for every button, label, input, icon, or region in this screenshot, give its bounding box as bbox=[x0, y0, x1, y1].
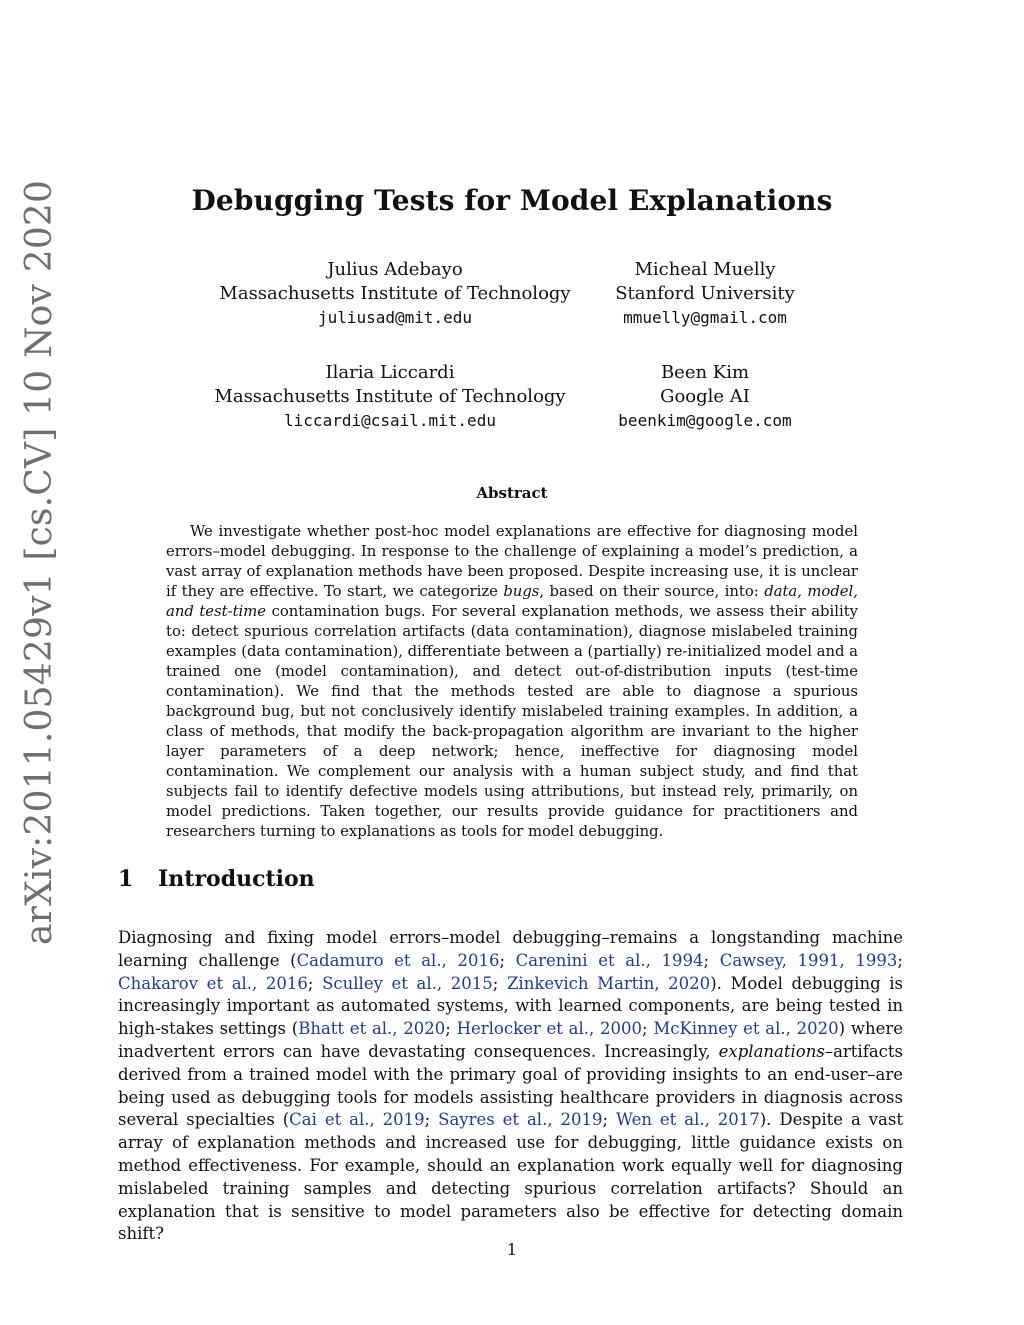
abstract-heading: Abstract bbox=[476, 484, 548, 502]
abstract-emphasis: bugs bbox=[503, 583, 540, 600]
citation-separator: ; bbox=[424, 1110, 439, 1130]
author-affiliation: Google AI bbox=[660, 386, 750, 407]
author-block bbox=[210, 258, 580, 330]
author-affiliation: Stanford University bbox=[615, 283, 795, 304]
paper-title: Debugging Tests for Model Explanations bbox=[191, 184, 833, 217]
citation-link[interactable]: Carenini et al., 1994 bbox=[515, 950, 704, 970]
section-title: Introduction bbox=[158, 866, 315, 892]
arxiv-side-stamp: arXiv:2011.05429v1 [cs.CV] 10 Nov 2020 bbox=[19, 179, 60, 945]
citation-link[interactable]: Cadamuro et al., 2016 bbox=[296, 950, 500, 970]
intro-text-part: ). Despite a vast array of explanation methods and increased use for debugging, little guidance exists on method effectiveness. For example, should an explanation work equally well for diagnosing mislabeled training samples and detecting spurious correlation artifacts? Should an explanation that is sensitive to model parameters also be effective for detecting domain shift? bbox=[118, 1110, 903, 1244]
citation-link[interactable]: McKinney et al., 2020 bbox=[653, 1019, 839, 1039]
intro-text-part: ) where inadvertent errors can have devastating consequences. Increasingly, bbox=[118, 1019, 903, 1061]
author-block bbox=[585, 361, 825, 433]
abstract-emphasis: data, model, and test-time bbox=[166, 583, 858, 620]
author-block bbox=[210, 361, 570, 433]
abstract-text-part: contamination bugs. For several explanation methods, we assess their ability to: detect spurious correlation artifacts (data contamination), diagnose mislabeled training examples (data contamination), differentiate between a (partially) re-initialized model and a trained one (model contamination), and detect out-of-distribution inputs (test-time contamination). We find that the methods tested are able to diagnose a spurious background bug, but not conclusively identify mislabeled training examples. In addition, a class of methods, that modify the back-propagation algorithm are invariant to the higher layer parameters of a deep network; hence, ineffective for diagnosing model contamination. We complement our analysis with a human subject study, and find that subjects fail to identify defective models using attributions, but instead rely, primarily, on model predictions. Taken together, our results provide guidance for practitioners and researchers turning to explanations as tools for model debugging. bbox=[166, 603, 858, 840]
citation-link[interactable]: Chakarov et al., 2016 bbox=[118, 973, 308, 993]
citation-link[interactable]: Bhatt et al., 2020 bbox=[298, 1019, 446, 1039]
author-affiliation: Massachusetts Institute of Technology bbox=[214, 386, 566, 407]
page-number: 1 bbox=[506, 1240, 518, 1259]
citation-link[interactable]: Sculley et al., 2015 bbox=[322, 973, 493, 993]
intro-emphasis: explanations bbox=[718, 1041, 825, 1061]
citation-link[interactable]: Zinkevich Martin, 2020 bbox=[506, 973, 711, 993]
author-email[interactable]: liccardi@csail.mit.edu bbox=[284, 411, 496, 430]
citation-link[interactable]: Herlocker et al., 2000 bbox=[456, 1019, 642, 1039]
citation-separator: ; bbox=[499, 950, 516, 970]
intro-text-part: Diagnosing and fixing model errors–model debugging–remains a longstanding machine learning challenge ( bbox=[118, 928, 903, 970]
abstract-body bbox=[166, 522, 858, 842]
author-email[interactable]: mmuelly@gmail.com bbox=[623, 308, 787, 327]
citation-separator: ; bbox=[703, 950, 720, 970]
intro-text-part: ). Model debugging is increasingly important as automated systems, with learned components, are being tested in high-stakes settings ( bbox=[118, 973, 904, 1039]
section-number: 1 bbox=[118, 866, 134, 892]
introduction-paragraph bbox=[118, 927, 903, 1246]
author-name: Been Kim bbox=[660, 362, 750, 383]
citation-link[interactable]: Sayres et al., 2019 bbox=[438, 1110, 603, 1130]
citation-separator: ; bbox=[445, 1019, 457, 1039]
citation-separator: ; bbox=[642, 1019, 654, 1039]
author-block bbox=[585, 258, 825, 330]
author-name: Micheal Muelly bbox=[634, 259, 776, 280]
author-email[interactable]: beenkim@google.com bbox=[618, 411, 792, 430]
citation-link[interactable]: Cawsey, 1991, 1993 bbox=[719, 950, 898, 970]
section-heading bbox=[118, 866, 315, 892]
abstract-text-part: We investigate whether post-hoc model explanations are effective for diagnosing model errors–model debugging. In response to the challenge of explaining a model’s prediction, a vast array of explanation methods have been proposed. Despite increasing use, it is unclear if they are effective. To start, we categorize bbox=[166, 523, 858, 600]
intro-text-part: –artifacts derived from a trained model with the primary goal of providing insights to an end-user–are being used as debugging tools for models assisting healthcare providers in diagnosis across several specialties ( bbox=[118, 1041, 903, 1130]
citation-link[interactable]: Cai et al., 2019 bbox=[289, 1110, 425, 1130]
citation-separator: ; bbox=[492, 973, 507, 993]
citation-link[interactable]: Wen et al., 2017 bbox=[615, 1110, 760, 1130]
citation-separator: ; bbox=[307, 973, 323, 993]
citation-separator: ; bbox=[897, 950, 903, 970]
author-email[interactable]: juliusad@mit.edu bbox=[317, 308, 473, 327]
author-name: Ilaria Liccardi bbox=[325, 362, 455, 383]
author-name: Julius Adebayo bbox=[327, 259, 463, 280]
author-affiliation: Massachusetts Institute of Technology bbox=[219, 283, 571, 304]
citation-separator: ; bbox=[602, 1110, 616, 1130]
abstract-text-part: , based on their source, into: bbox=[539, 583, 765, 600]
